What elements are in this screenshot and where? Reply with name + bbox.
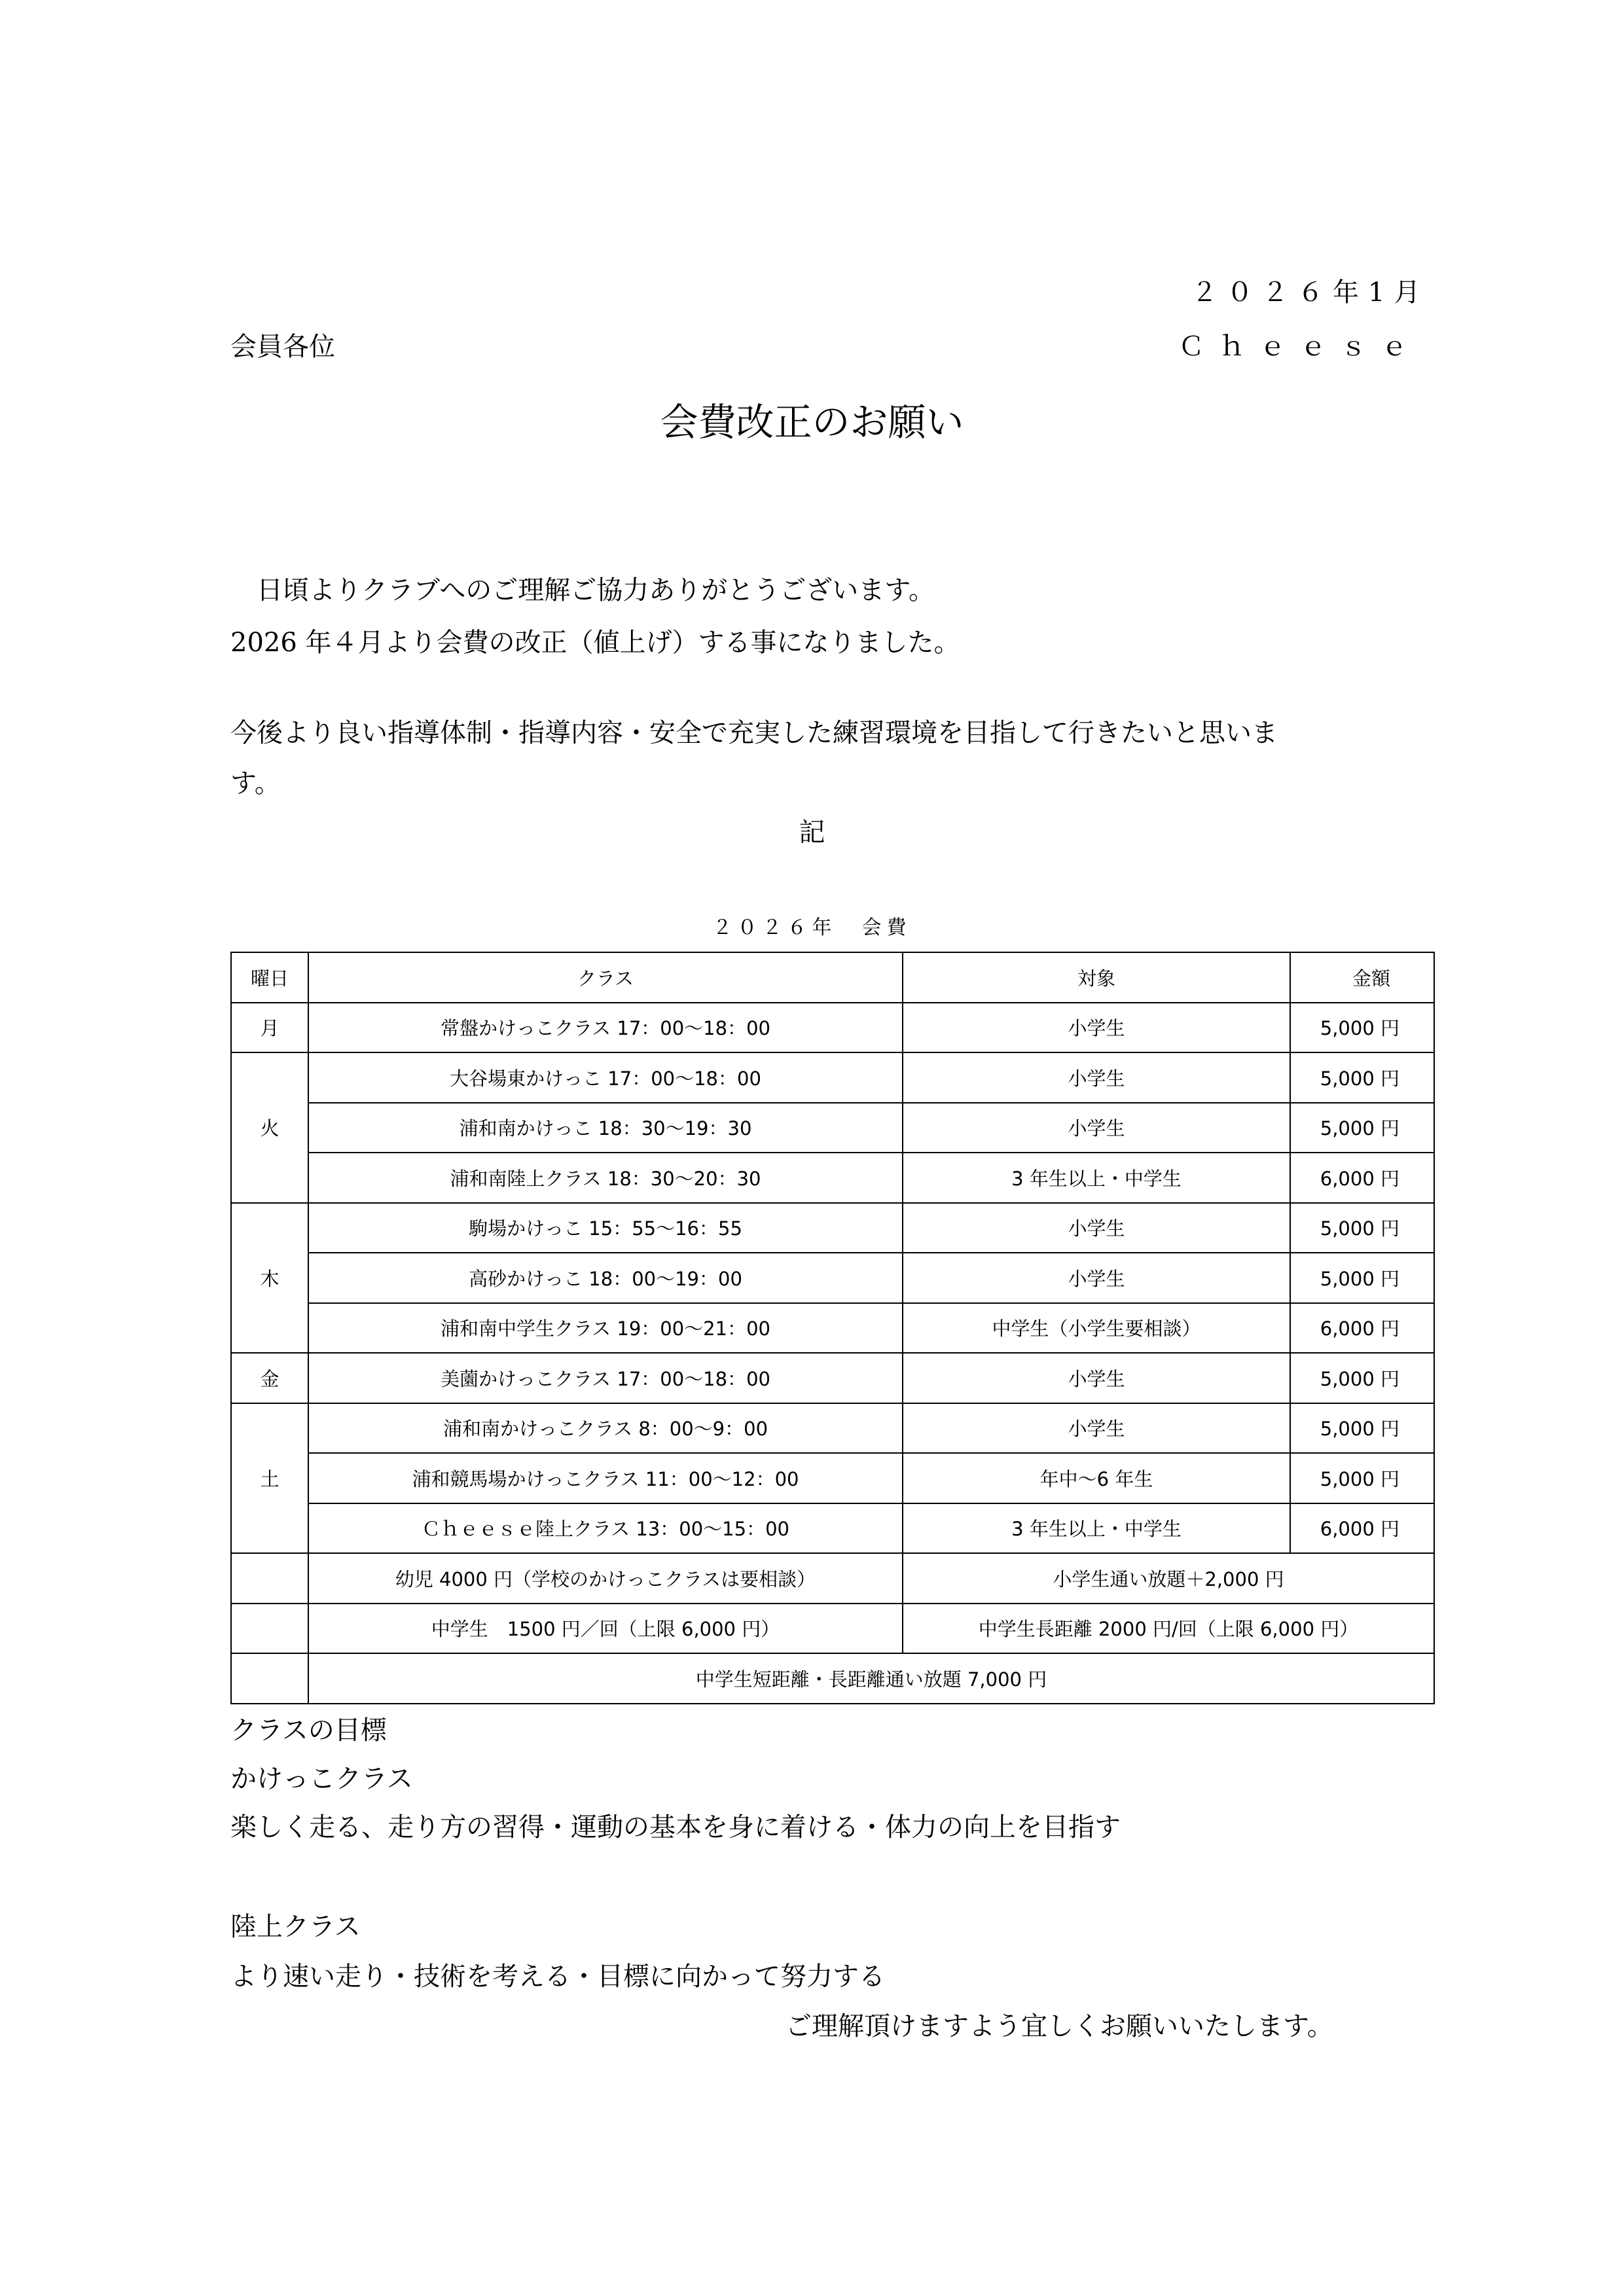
price-cell: 5,000 円 [1290, 1453, 1434, 1503]
table-row [231, 1353, 1434, 1403]
table-row [231, 1203, 1434, 1253]
target-cell: 小学生 [903, 1052, 1290, 1103]
class-cell: 浦和南陸上クラス 18：30～20：30 [308, 1153, 903, 1203]
recipient: 会員各位 [230, 332, 335, 362]
target-cell: 年中～6 年生 [903, 1453, 1290, 1503]
notice-paragraph: 2026 年４月より会費の改正（値上げ）する事になりました。 [230, 628, 960, 658]
header-day: 曜日 [231, 952, 308, 1003]
extra-row [231, 1553, 1434, 1604]
target-cell: 中学生（小学生要相談） [903, 1303, 1290, 1354]
class-cell: 浦和南かけっこクラス 8：00～9：00 [308, 1403, 903, 1454]
ki-heading: 記 [799, 817, 825, 848]
day-cell: 月 [231, 1003, 308, 1053]
table-row [231, 1253, 1434, 1303]
kakekko-class-goal: 楽しく走る、走り方の習得・運動の基本を身に着ける・体力の向上を目指す [230, 1812, 1121, 1842]
table-row [231, 1103, 1434, 1153]
price-cell: 5,000 円 [1290, 1403, 1434, 1454]
table-row [231, 1453, 1434, 1503]
class-cell: 浦和競馬場かけっこクラス 11：00～12：00 [308, 1453, 903, 1503]
extra-right-cell: 中学生長距離 2000 円/回（上限 6,000 円） [903, 1604, 1434, 1654]
class-cell: 高砂かけっこ 18：00～19：00 [308, 1253, 903, 1303]
day-cell: 火 [231, 1052, 308, 1203]
target-cell: 小学生 [903, 1103, 1290, 1153]
table-row [231, 1052, 1434, 1103]
day-cell: 金 [231, 1353, 308, 1403]
rikujo-class-goal: より速い走り・技術を考える・目標に向かって努力する [230, 1962, 885, 1992]
empty-day-cell [231, 1604, 308, 1654]
kakekko-class-label: かけっこクラス [230, 1764, 413, 1794]
fee-table [230, 952, 1435, 1704]
empty-day-cell [231, 1653, 308, 1704]
target-cell: 小学生 [903, 1403, 1290, 1454]
header-class: クラス [308, 952, 903, 1003]
class-cell: 駒場かけっこ 15：55～16：55 [308, 1203, 903, 1253]
footer-cell: 中学生短距離・長距離通い放題 7,000 円 [308, 1653, 1434, 1704]
footer-row [231, 1653, 1434, 1704]
table-row [231, 1003, 1434, 1053]
aim-paragraph-line2: す。 [230, 768, 281, 798]
empty-day-cell [231, 1553, 308, 1604]
rikujo-class-label: 陸上クラス [230, 1912, 361, 1942]
target-cell: 小学生 [903, 1003, 1290, 1053]
day-cell: 木 [231, 1203, 308, 1354]
target-cell: 小学生 [903, 1203, 1290, 1253]
table-row [231, 1153, 1434, 1203]
closing-remark: ご理解頂けますよう宜しくお願いいたします。 [785, 2011, 1333, 2041]
class-cell: 大谷場東かけっこ 17：00～18：00 [308, 1052, 903, 1103]
document-date: ２０２６年1月 [1191, 278, 1430, 308]
price-cell: 5,000 円 [1290, 1052, 1434, 1103]
greeting-paragraph: 日頃よりクラブへのご理解ご協力ありがとうございます。 [257, 575, 935, 605]
table-caption: ２０２６年 会費 [712, 916, 912, 939]
class-cell: 美薗かけっこクラス 17：00～18：00 [308, 1353, 903, 1403]
header-price: 金額 [1290, 952, 1434, 1003]
target-cell: 3 年生以上・中学生 [903, 1503, 1290, 1554]
table-row [231, 1403, 1434, 1454]
price-cell: 5,000 円 [1290, 1203, 1434, 1253]
day-cell: 土 [231, 1403, 308, 1554]
aim-paragraph-line1: 今後より良い指導体制・指導内容・安全で充実した練習環境を目指して行きたいと思いま [230, 718, 1278, 748]
header-target: 対象 [903, 952, 1290, 1003]
goals-heading: クラスの目標 [230, 1715, 387, 1746]
price-cell: 6,000 円 [1290, 1503, 1434, 1554]
table-row [231, 1503, 1434, 1554]
table-header-row [231, 952, 1434, 1003]
price-cell: 5,000 円 [1290, 1103, 1434, 1153]
price-cell: 6,000 円 [1290, 1303, 1434, 1354]
price-cell: 5,000 円 [1290, 1003, 1434, 1053]
price-cell: 6,000 円 [1290, 1153, 1434, 1203]
document-title: 会費改正のお願い [660, 400, 964, 444]
sender: Ｃｈｅｅｓｅ [1178, 332, 1422, 362]
extra-right-cell: 小学生通い放題＋2,000 円 [903, 1553, 1434, 1604]
class-cell: Ｃｈｅｅｓｅ陸上クラス 13：00～15：00 [308, 1503, 903, 1554]
target-cell: 小学生 [903, 1353, 1290, 1403]
price-cell: 5,000 円 [1290, 1253, 1434, 1303]
extra-row [231, 1604, 1434, 1654]
class-cell: 常盤かけっこクラス 17：00～18：00 [308, 1003, 903, 1053]
class-cell: 浦和南かけっこ 18：30～19：30 [308, 1103, 903, 1153]
target-cell: 小学生 [903, 1253, 1290, 1303]
extra-left-cell: 幼児 4000 円（学校のかけっこクラスは要相談） [308, 1553, 903, 1604]
extra-left-cell: 中学生 1500 円／回（上限 6,000 円） [308, 1604, 903, 1654]
table-row [231, 1303, 1434, 1354]
class-cell: 浦和南中学生クラス 19：00～21：00 [308, 1303, 903, 1354]
price-cell: 5,000 円 [1290, 1353, 1434, 1403]
target-cell: 3 年生以上・中学生 [903, 1153, 1290, 1203]
